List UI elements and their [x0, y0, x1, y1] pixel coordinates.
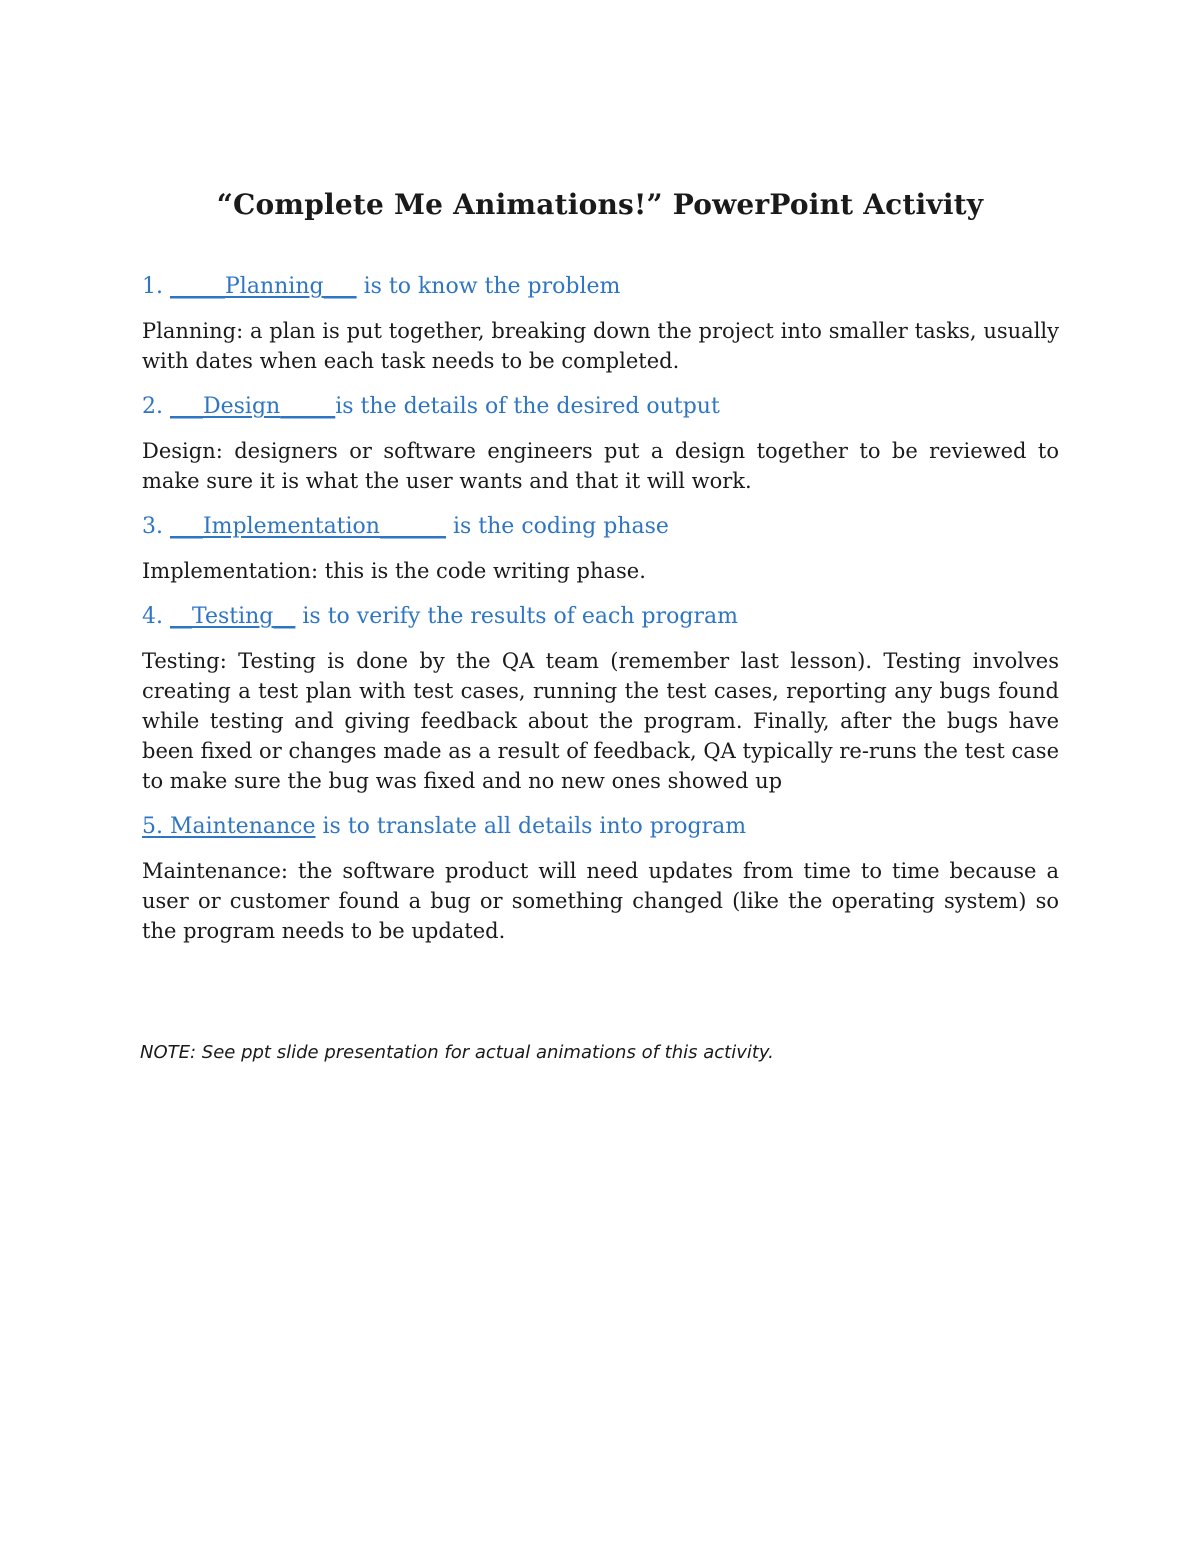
question-5 — [142, 812, 1059, 842]
activity-content — [142, 272, 1059, 962]
answer-paragraph-5: Maintenance: the software product will need updates from time to time because a user or customer found a bug or something changed (like the operating system) so the program needs to be updated. — [142, 859, 1059, 943]
answer-blank: 5. Maintenance — [142, 814, 316, 839]
question-text: is to know the problem — [356, 274, 621, 299]
question-3 — [142, 512, 1059, 542]
answer-paragraph-1: Planning: a plan is put together, breaking down the project into smaller tasks, usually with dates when each task needs to be completed. — [142, 319, 1059, 373]
question-4 — [142, 602, 1059, 632]
question-text: is to verify the results of each program — [295, 604, 738, 629]
answer-paragraph-4: Testing: Testing is done by the QA team (remember last lesson). Testing involves creating a test plan with test cases, running the test cases, reporting any bugs found while testing and giving feedback about the program. Finally, after the bugs have been fixed or changes made as a result of feedback, QA typically re-runs the test case to make sure the bug was fixed and no new ones showed up — [142, 649, 1059, 793]
question-text: is the details of the desired output — [335, 394, 720, 419]
answer-blank: __Testing__ — [169, 604, 296, 629]
question-number: 3. — [142, 514, 170, 539]
question-1 — [142, 272, 1059, 302]
footnote: NOTE: See ppt slide presentation for actual animations of this activity. — [140, 1042, 774, 1063]
question-number: 1. — [142, 274, 170, 299]
question-text: is the coding phase — [445, 514, 669, 539]
question-2 — [142, 392, 1059, 422]
answer-blank: ___Design_____ — [169, 394, 336, 419]
document-title: “Complete Me Animations!” PowerPoint Activity — [216, 188, 984, 221]
answer-paragraph-3: Implementation: this is the code writing phase. — [142, 559, 646, 583]
answer-paragraph-2: Design: designers or software engineers put a design together to be reviewed to make sure it is what the user wants and that it will work. — [142, 439, 1059, 493]
answer-blank: ___Implementation______ — [169, 514, 446, 539]
answer-blank: _____Planning___ — [169, 274, 357, 299]
question-text: is to translate all details into program — [315, 814, 747, 839]
question-number: 2. — [142, 394, 170, 419]
question-number: 4. — [142, 604, 170, 629]
